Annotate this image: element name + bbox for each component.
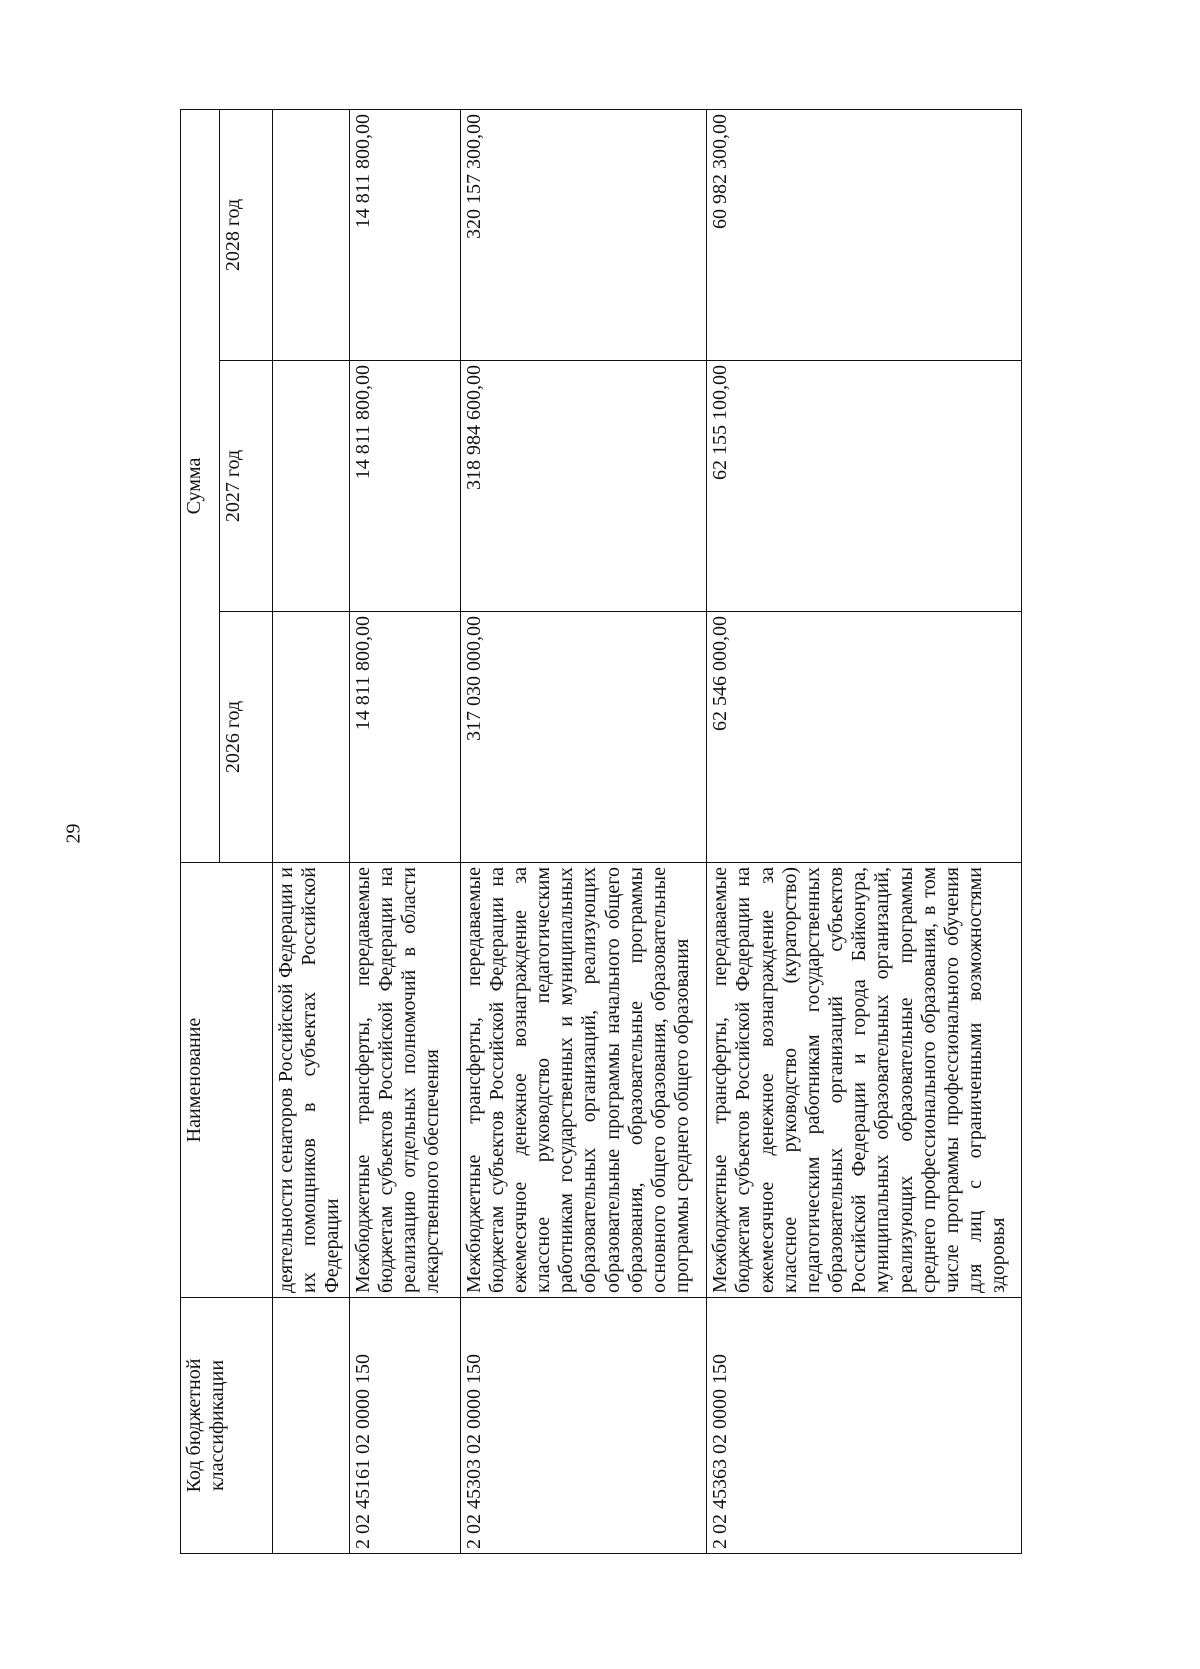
row-amount-2026: 317 030 000,00 [460,612,707,863]
row-amount-2028: 320 157 300,00 [460,109,707,360]
row-code: 2 02 45303 02 0000 150 [460,1298,707,1554]
row-amount-2027: 14 811 800,00 [349,361,460,612]
row-amount-2027: 62 155 100,00 [707,361,1022,612]
table-row [273,109,350,1553]
rotated-table-wrapper [180,110,1022,1554]
row-name: Межбюджетные трансферты, передаваемые бюджетам субъектов Российской Федерации на ежемесячное денежное вознаграждение за классное руководство педагогическим работникам государственных и муниципальных образовательных организаций, реализующих образовательные программы начального общего образования, образовательные программы основного общего образования, образовательные программы среднего общего образования [460,863,707,1298]
table-row [349,109,460,1553]
row-name: Межбюджетные трансферты, передаваемые бюджетам субъектов Российской Федерации на ежемесячное денежное вознаграждение за классное руководство (кураторство) педагогическим работникам государственных образовательных организаций субъектов Российской Федерации и города Байконура, муниципальных образовательных организаций, реализующих образовательные программы среднего профессионального образования, в том числе программы профессионального обучения для лиц с ограниченными возможностями здоровья [707,863,1022,1298]
row-amount-2028: 60 982 300,00 [707,109,1022,360]
table-row [707,109,1022,1553]
row-amount-2028: 14 811 800,00 [349,109,460,360]
row-name: деятельности сенаторов Российской Федерации и их помощников в субъектах Российской Федерации [273,863,350,1298]
row-amount-2027: 318 984 600,00 [460,361,707,612]
header-name: Наименование [181,863,273,1298]
header-sum: Сумма [181,109,220,862]
header-code: Код бюджетной классификации [181,1298,273,1554]
row-amount-2027 [273,361,350,612]
row-amount-2026: 62 546 000,00 [707,612,1022,863]
row-code [273,1298,350,1554]
table-row [460,109,707,1553]
row-amount-2026 [273,612,350,863]
header-year-2027: 2027 год [220,361,273,612]
row-amount-2026: 14 811 800,00 [349,612,460,863]
page-number: 29 [62,823,85,844]
row-code: 2 02 45363 02 0000 150 [707,1298,1022,1554]
row-amount-2028 [273,109,350,360]
header-year-2028: 2028 год [220,109,273,360]
row-code: 2 02 45161 02 0000 150 [349,1298,460,1554]
row-name: Межбюджетные трансферты, передаваемые бюджетам субъектов Российской Федерации на реализацию отдельных полномочий в области лекарственного обеспечения [349,863,460,1298]
header-year-2026: 2026 год [220,612,273,863]
budget-table [180,109,1022,1554]
